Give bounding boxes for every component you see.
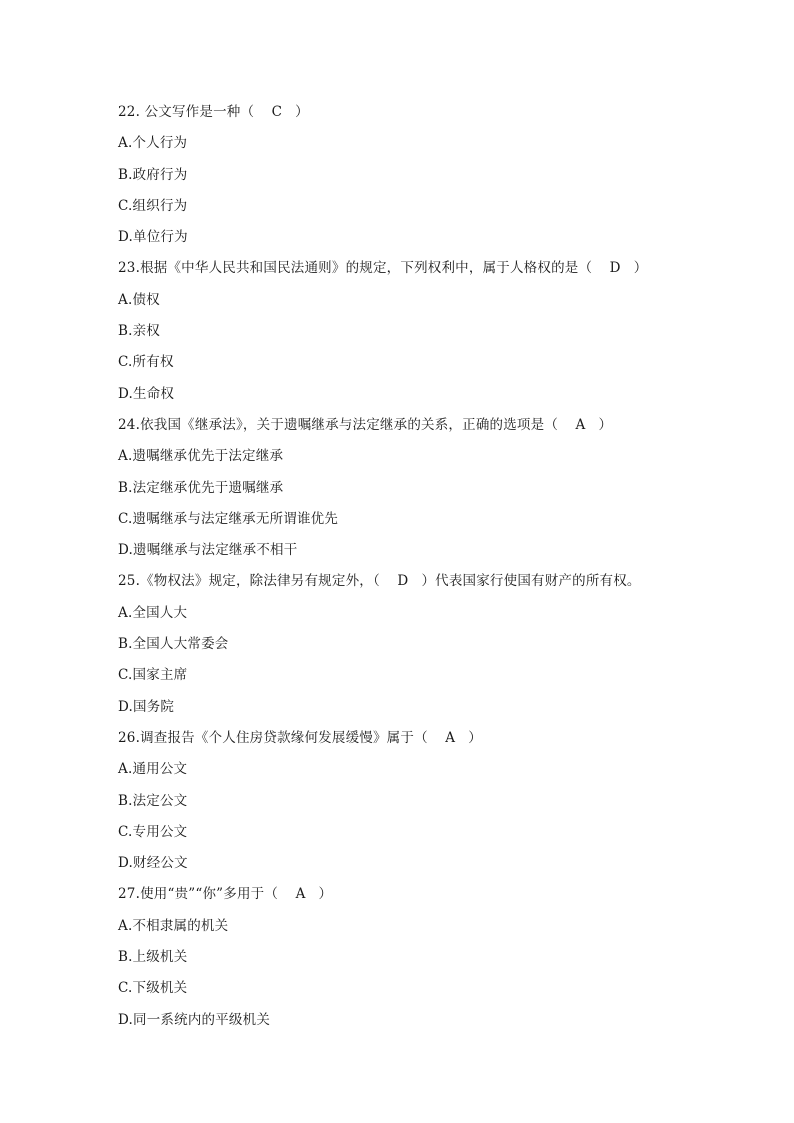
question-list — [118, 101, 678, 1040]
question-text-end: ） — [295, 104, 309, 120]
option-a: A.全国人大 — [118, 604, 188, 621]
question-text: 根据《中华人民共和国民法通则》的规定，下列权利中，属于人格权的是（ — [140, 260, 593, 277]
question-stem — [118, 570, 678, 601]
question-text: 使用“贵”“你”多用于（ — [140, 886, 279, 903]
option-d: D.生命权 — [118, 385, 175, 402]
question-stem — [118, 101, 678, 132]
option-b: B.法定继承优先于遗嘱继承 — [118, 479, 284, 496]
option-a: A.通用公文 — [118, 761, 188, 778]
question-text-end: ） — [598, 416, 613, 433]
option-b: B.亲权 — [118, 323, 161, 340]
question-stem — [118, 414, 678, 445]
option-b: B.政府行为 — [118, 166, 188, 183]
question-number: 23. — [118, 260, 141, 277]
option-d: D.单位行为 — [118, 229, 188, 246]
question-text-end: ） — [318, 886, 333, 903]
question-text: 公文写作是一种（ — [140, 104, 255, 120]
question-text: 依我国《继承法》，关于遗嘱继承与法定继承的关系，正确的选项是（ — [140, 416, 559, 433]
question-number: 25. — [118, 573, 141, 590]
option-b: B.全国人大常委会 — [118, 636, 229, 653]
answer-letter: A — [295, 886, 306, 903]
question-text-end: ） — [468, 729, 482, 746]
option-c: C.所有权 — [118, 354, 174, 371]
answer-letter: A — [445, 729, 456, 746]
question-number: 26. — [118, 729, 141, 746]
option-a: A.遗嘱继承优先于法定继承 — [118, 448, 284, 465]
answer-letter: D — [609, 260, 621, 277]
question-text-end: ） — [633, 260, 648, 277]
answer-letter: C — [271, 104, 283, 120]
question-text: 《物权法》规定，除法律另有规定外，（ — [140, 573, 380, 590]
option-d: D.财经公文 — [118, 855, 188, 872]
option-a: A.债权 — [118, 291, 160, 308]
option-d: D.同一系统内的平级机关 — [118, 1011, 271, 1028]
question-number: 27. — [118, 886, 141, 903]
question-stem — [118, 883, 678, 914]
option-b: B.法定公文 — [118, 792, 188, 809]
question-stem — [118, 727, 678, 758]
option-a: A.不相隶属的机关 — [118, 917, 229, 934]
question-text: 调查报告《个人住房贷款缘何发展缓慢》属于（ — [140, 729, 428, 746]
question-number: 24. — [118, 416, 141, 433]
option-c: C.遗嘱继承与法定继承无所谓谁优先 — [118, 510, 339, 527]
option-d: D.遗嘱继承与法定继承不相干 — [118, 542, 298, 559]
option-d: D.国务院 — [118, 698, 175, 715]
option-a: A.个人行为 — [118, 135, 188, 152]
question-number: 22. — [118, 104, 141, 120]
option-c: C.国家主席 — [118, 667, 188, 684]
option-c: C.专用公文 — [118, 823, 188, 840]
answer-letter: A — [575, 416, 586, 433]
option-c: C.组织行为 — [118, 197, 188, 214]
option-c: C.下级机关 — [118, 980, 188, 997]
question-text-end: ）代表国家行使国有财产的所有权。 — [421, 573, 641, 590]
question-stem — [118, 257, 678, 288]
option-b: B.上级机关 — [118, 949, 188, 966]
answer-letter: D — [397, 573, 409, 590]
